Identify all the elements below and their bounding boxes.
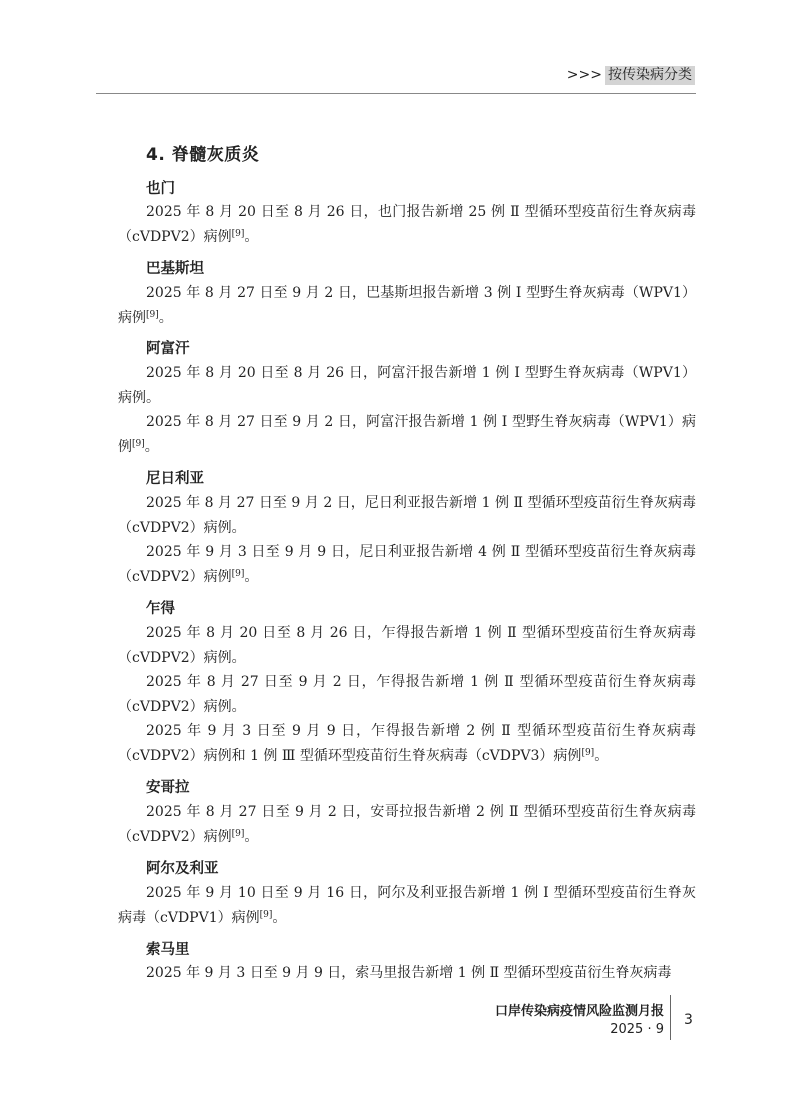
paragraph: 2025 年 8 月 27 日至 9 月 2 日，尼日利亚报告新增 1 例 Ⅱ 型循环型疫苗衍生脊灰病毒（cVDPV2）病例。	[118, 495, 696, 536]
citation-ref: [9]	[259, 910, 273, 920]
paragraph: 2025 年 9 月 3 日至 9 月 9 日，尼日利亚报告新增 4 例 Ⅱ 型循环型疫苗衍生脊灰病毒（cVDPV2）病例[9]。	[118, 544, 696, 585]
country-heading-afghanistan: 阿富汗	[146, 341, 190, 357]
paragraph: 2025 年 9 月 3 日至 9 月 9 日，乍得报告新增 2 例 Ⅱ 型循环型疫苗衍生脊灰病毒（cVDPV2）病例和 1 例 Ⅲ 型循环型疫苗衍生脊灰病毒（cVDPV3）病例[9]。	[118, 723, 696, 764]
country-heading-algeria: 阿尔及利亚	[146, 861, 219, 877]
country-heading-pakistan: 巴基斯坦	[146, 261, 204, 277]
paragraph: 2025 年 9 月 10 日至 9 月 16 日，阿尔及利亚报告新增 1 例 Ⅰ 型循环型疫苗衍生脊灰病毒（cVDPV1）病例[9]。	[118, 885, 696, 926]
paragraph: 2025 年 8 月 20 日至 8 月 26 日，阿富汗报告新增 1 例 Ⅰ 型野生脊灰病毒（WPV1）病例。	[118, 365, 696, 406]
paragraph: 2025 年 8 月 27 日至 9 月 2 日，阿富汗报告新增 1 例 Ⅰ 型野生脊灰病毒（WPV1）病例[9]。	[118, 414, 696, 455]
citation-ref: [9]	[231, 229, 245, 239]
publication-title: 口岸传染病疫情风险监测月报	[494, 1004, 664, 1019]
paragraph: 2025 年 8 月 20 日至 8 月 26 日，也门报告新增 25 例 Ⅱ 型循环型疫苗衍生脊灰病毒（cVDPV2）病例[9]。	[118, 204, 696, 245]
section-title: 4. 脊髓灰质炎	[146, 145, 260, 165]
footer-divider	[670, 995, 671, 1040]
header-category	[567, 64, 695, 84]
country-heading-chad: 乍得	[146, 601, 175, 617]
paragraph: 2025 年 8 月 27 日至 9 月 2 日，乍得报告新增 1 例 Ⅱ 型循环型疫苗衍生脊灰病毒（cVDPV2）病例。	[118, 674, 696, 715]
paragraph: 2025 年 8 月 27 日至 9 月 2 日，巴基斯坦报告新增 3 例 Ⅰ 型野生脊灰病毒（WPV1）病例[9]。	[118, 285, 696, 326]
citation-ref: [9]	[231, 569, 245, 579]
country-heading-somalia: 索马里	[146, 942, 190, 958]
header-rule	[96, 93, 696, 94]
paragraph: 2025 年 8 月 27 日至 9 月 2 日，安哥拉报告新增 2 例 Ⅱ 型循环型疫苗衍生脊灰病毒（cVDPV2）病例[9]。	[118, 804, 696, 845]
citation-ref: [9]	[132, 439, 145, 449]
citation-ref: [9]	[231, 829, 245, 839]
page-number: 3	[684, 1012, 693, 1028]
country-heading-angola: 安哥拉	[146, 780, 190, 796]
header-category-label: 按传染病分类	[605, 66, 695, 85]
paragraph: 2025 年 8 月 20 日至 8 月 26 日，乍得报告新增 1 例 Ⅱ 型循环型疫苗衍生脊灰病毒（cVDPV2）病例。	[118, 625, 696, 666]
issue-number: 2025 · 9	[610, 1022, 664, 1037]
header-arrows: >>>	[566, 67, 602, 83]
citation-ref: [9]	[146, 310, 159, 320]
citation-ref: [9]	[581, 748, 595, 758]
paragraph: 2025 年 9 月 3 日至 9 月 9 日，索马里报告新增 1 例 Ⅱ 型循环型疫苗衍生脊灰病毒	[146, 965, 672, 981]
footer-publication	[495, 1003, 664, 1039]
country-heading-nigeria: 尼日利亚	[146, 471, 204, 487]
country-heading-yemen: 也门	[146, 181, 175, 197]
